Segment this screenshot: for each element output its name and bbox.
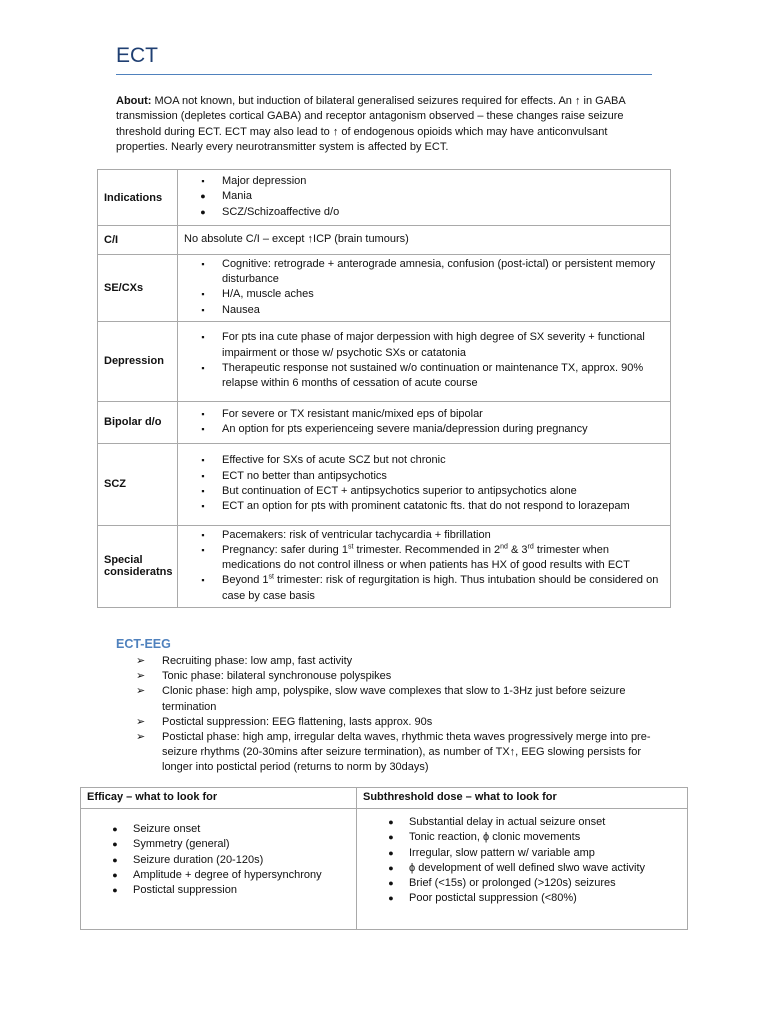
list-item-text: Recruiting phase: low amp, fast activity (162, 655, 353, 667)
row-label: Depression (98, 321, 178, 401)
list-item-text: Amplitude + degree of hypersynchrony (133, 868, 322, 881)
row-content (178, 443, 671, 525)
row-content (178, 170, 671, 226)
list-item (136, 715, 656, 730)
row-label: Bipolar d/o (98, 401, 178, 443)
subthreshold-header: Subthreshold dose – what to look for (357, 788, 688, 809)
list-item-text: Postictal suppression (133, 884, 237, 897)
list-item-text: For pts ina cute phase of major derpession with high degree of SX severity + functional impairment or those w/ psychotic SXs or catatonia (222, 331, 645, 359)
list-item (87, 853, 350, 868)
list-item-text: Clonic phase: high amp, polyspike, slow wave complexes that slow to 1-3Hz just before seizure termination (162, 685, 626, 713)
list-item-text: Brief (<15s) or prolonged (>120s) seizures (409, 877, 616, 890)
list-item-text: For severe or TX resistant manic/mixed eps of bipolar (222, 407, 483, 420)
list-item-text: Tonic phase: bilateral synchronouse polyspikes (162, 670, 392, 683)
round-bullet-icon: ● (388, 832, 394, 843)
about-paragraph (116, 94, 646, 155)
list-item-text: ECT an option for pts with prominent catatonic fts. that do not respond to lorazepam (222, 500, 630, 513)
efficacy-table (80, 787, 688, 930)
round-bullet-icon: ● (388, 862, 394, 873)
list-item-text: Major depression (222, 175, 307, 188)
bullet-list (182, 257, 660, 318)
table-row (98, 255, 671, 322)
list-item (363, 861, 681, 876)
round-bullet-icon: ● (200, 191, 206, 202)
list-item (363, 891, 681, 906)
list-item (136, 684, 656, 714)
list-item-text: Nausea (222, 303, 260, 316)
bullet-list (182, 407, 660, 437)
list-item-text: H/A, muscle aches (222, 288, 314, 301)
list-item-text: An option for pts experienceing severe mania/depression during pregnancy (222, 422, 588, 435)
row-label: Indications (98, 170, 178, 226)
round-bullet-icon: ● (388, 847, 394, 858)
page-title: ECT (116, 44, 158, 67)
list-item-text: Cognitive: retrograde + anterograde amnesia, confusion (post-ictal) or persistent memory disturbance (222, 258, 656, 286)
square-bullet-icon: ▪ (201, 455, 205, 466)
ect-eeg-heading: ECT-EEG (116, 637, 171, 651)
round-bullet-icon: ● (388, 893, 394, 904)
round-bullet-icon: ● (112, 824, 118, 834)
list-item-text: Postictal phase: high amp, irregular delta waves, rhythmic theta waves progressively merge into pre-seizure rhythms (20-30mins after seizure termination), as number of TX↑, EEG slowing persists for longer into postictal period (returns to norm by 30days) (162, 731, 651, 774)
list-item (182, 303, 660, 318)
square-bullet-icon: ▪ (201, 362, 205, 373)
about-text: MOA not known, but induction of bilateral generalised seizures required for effects. An ↑ in GABA transmission (depletes cortical GABA) and receptor antagonism observed – these changes raise seizure threshold during ECT. ECT may also lead to ↑ of endogenous opioids which may have anticonvulsant properties. Nearly every neurotransmitter system is affected by ECT. (116, 95, 626, 153)
list-item (136, 669, 656, 684)
bullet-list (182, 174, 660, 220)
list-item-text: Seizure duration (20-120s) (133, 853, 264, 866)
list-item-text: Therapeutic response not sustained w/o continuation or maintenance TX, approx. 90% relapse within 6 months of cessation of acute course (222, 361, 644, 390)
row-label: C/I (98, 226, 178, 255)
table-row (98, 170, 671, 226)
square-bullet-icon: ▪ (201, 485, 205, 496)
subthreshold-cell (357, 809, 688, 930)
round-bullet-icon: ● (112, 885, 118, 896)
row-content (178, 255, 671, 322)
list-item-text: Seizure onset (133, 823, 201, 835)
title-divider (116, 74, 652, 75)
list-item (182, 330, 660, 360)
square-bullet-icon: ▪ (201, 501, 205, 512)
ect-eeg-list (136, 654, 656, 776)
list-item-text: Irregular, slow pattern w/ variable amp (409, 846, 595, 859)
round-bullet-icon: ● (200, 206, 206, 217)
list-item-text: Poor postictal suppression (<80%) (409, 892, 577, 905)
list-item-text: Symmetry (general) (133, 838, 230, 851)
round-bullet-icon: ● (112, 854, 118, 865)
list-item (182, 528, 660, 543)
list-item-text: Pacemakers: risk of ventricular tachycardia + fibrillation (222, 528, 491, 541)
round-bullet-icon: ● (388, 878, 394, 889)
square-bullet-icon: ▪ (201, 259, 205, 269)
list-item (182, 407, 660, 422)
list-item-text: ϕ development of well defined slwo wave activity (409, 861, 646, 874)
table-row (98, 525, 671, 607)
arrow-bullet-icon: ➢ (136, 655, 146, 667)
list-item (182, 287, 660, 302)
square-bullet-icon: ▪ (201, 545, 205, 556)
bullet-list (182, 528, 660, 604)
list-item (182, 453, 660, 468)
table-row (98, 321, 671, 401)
list-item (182, 174, 660, 189)
bullet-list (182, 453, 660, 514)
list-item (87, 868, 350, 883)
list-item (182, 499, 660, 514)
square-bullet-icon: ▪ (201, 289, 205, 300)
square-bullet-icon: ▪ (201, 176, 205, 187)
table-row (98, 443, 671, 525)
efficacy-cell (81, 809, 357, 930)
bullet-list (182, 330, 660, 391)
table-row (98, 226, 671, 255)
list-item-text: But continuation of ECT + antipsychotics superior to antipsychotics alone (222, 484, 577, 497)
list-item-text: ECT no better than antipsychotics (222, 469, 387, 482)
arrow-bullet-icon: ➢ (136, 685, 146, 698)
square-bullet-icon: ▪ (201, 304, 205, 315)
row-text: No absolute C/I – except ↑ICP (brain tumours) (184, 233, 409, 245)
row-content (178, 525, 671, 607)
list-item (182, 189, 660, 204)
list-item (182, 573, 660, 603)
list-item-text: Substantial delay in actual seizure onset (409, 816, 606, 828)
list-item-text: Pregnancy: safer during 1st trimester. Recommended in 2nd & 3rd trimester when medications do not control illness or when patients has HX of good results with ECT (222, 543, 630, 572)
list-item (182, 257, 660, 287)
list-item-text: SCZ/Schizoaffective d/o (222, 205, 340, 218)
list-item-text: Postictal suppression: EEG flattening, lasts approx. 90s (162, 715, 433, 728)
round-bullet-icon: ● (388, 817, 394, 827)
square-bullet-icon: ▪ (201, 332, 205, 343)
ect-summary-table (97, 169, 671, 608)
row-content (178, 226, 671, 255)
row-label: SCZ (98, 443, 178, 525)
list-item (87, 837, 350, 852)
list-item-text: Mania (222, 190, 252, 203)
square-bullet-icon: ▪ (201, 423, 205, 434)
list-item (136, 654, 656, 669)
row-label: SE/CXs (98, 255, 178, 322)
square-bullet-icon: ▪ (201, 529, 205, 540)
round-bullet-icon: ● (112, 869, 118, 880)
arrow-bullet-icon: ➢ (136, 731, 146, 744)
list-item (182, 484, 660, 499)
list-item (182, 543, 660, 573)
row-content (178, 321, 671, 401)
table-row (98, 401, 671, 443)
square-bullet-icon: ▪ (201, 408, 205, 419)
list-item-text: Beyond 1st trimester: risk of regurgitation is high. Thus intubation should be considered on case by case basis (222, 573, 659, 602)
list-item (363, 876, 681, 891)
list-item (182, 469, 660, 484)
round-bullet-icon: ● (112, 839, 118, 850)
list-item-text: Tonic reaction, ϕ clonic movements (409, 831, 581, 844)
list-item (363, 830, 681, 845)
efficacy-header: Efficay – what to look for (81, 788, 357, 809)
list-item (87, 883, 350, 898)
list-item (87, 822, 350, 837)
list-item (363, 815, 681, 830)
square-bullet-icon: ▪ (201, 470, 205, 481)
square-bullet-icon: ▪ (201, 575, 205, 586)
row-content (178, 401, 671, 443)
about-label: About: (116, 95, 152, 107)
list-item (136, 730, 656, 776)
list-item (182, 361, 660, 391)
list-item-text: Effective for SXs of acute SCZ but not chronic (222, 454, 446, 467)
row-label: Special consideratns (98, 525, 178, 607)
arrow-bullet-icon: ➢ (136, 715, 146, 728)
list-item (363, 846, 681, 861)
list-item (182, 205, 660, 220)
arrow-bullet-icon: ➢ (136, 670, 146, 683)
list-item (182, 422, 660, 437)
